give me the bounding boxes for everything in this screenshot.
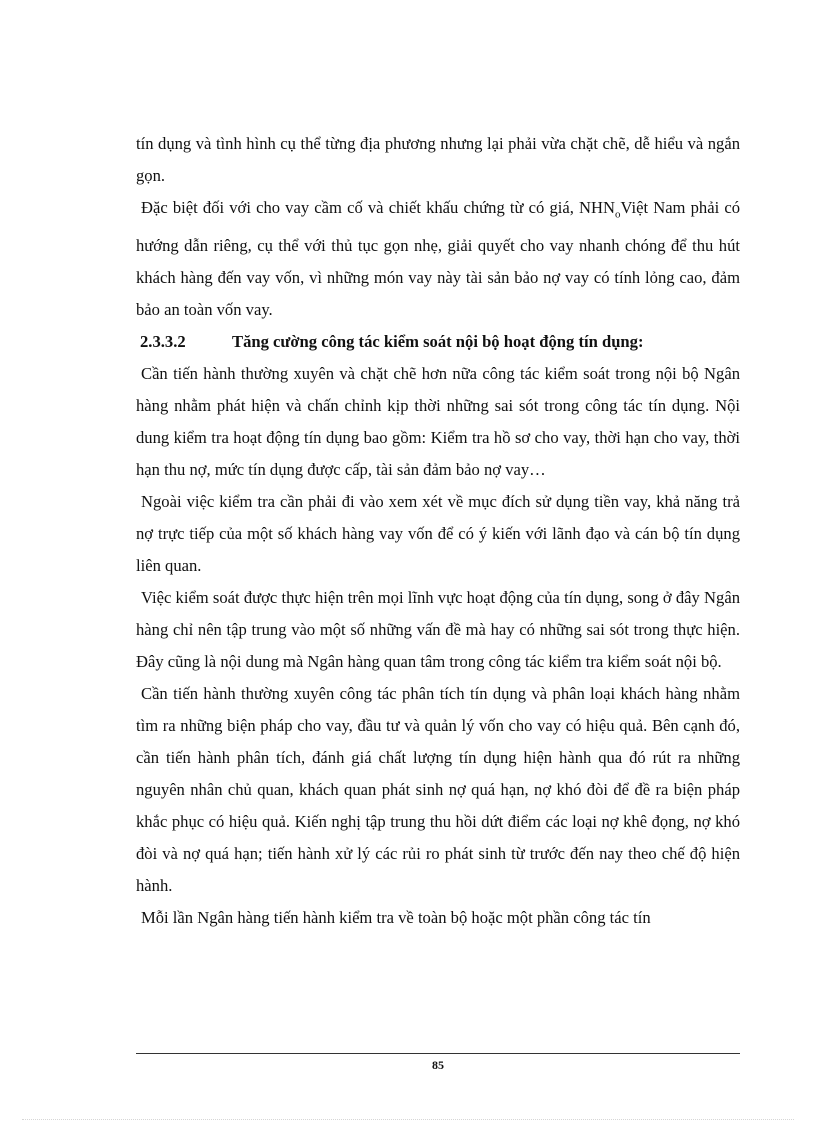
paragraph-2-part-b: Việt Nam phải có hướng dẫn riêng, cụ thể với thủ tục gọn nhẹ, giải quyết cho vay nhanh chóng để thu hút khách hàng đến vay vốn, vì những món vay này tài sản bảo nợ vay có tính lỏng cao, đảm bảo an toàn vốn vay. (136, 198, 740, 320)
paragraph-7: Mỗi lần Ngân hàng tiến hành kiểm tra về toàn bộ hoặc một phần công tác tín (141, 908, 651, 928)
paragraph-6: Cần tiến hành thường xuyên công tác phân tích tín dụng và phân loại khách hàng nhằm tìm ra những biện pháp cho vay, đầu tư và quản lý vốn cho vay có hiệu quả. Bên cạnh đó, cần tiến hành phân tích, đánh giá chất lượng tín dụng hiện hành qua đó rút ra những nguyên nhân chủ quan, khách quan phát sinh nợ quá hạn, nợ khó đòi để đề ra biện pháp khắc phục có hiệu quả. Kiến nghị tập trung thu hồi dứt điểm các loại nợ khê đọng, nợ khó đòi và nợ quá hạn; tiến hành xử lý các rủi ro phát sinh từ trước đến nay theo chế độ hiện hành. (136, 684, 740, 896)
section-title: Tăng cường công tác kiểm soát nội bộ hoạt động tín dụng: (232, 332, 644, 352)
section-heading (136, 326, 740, 358)
document-body (136, 128, 740, 934)
page-edge-divider (22, 1119, 794, 1120)
paragraph-2-part-a: Đặc biệt đối với cho vay cầm cố và chiết khấu chứng từ có giá, NHN (141, 198, 615, 217)
paragraph-3: Cần tiến hành thường xuyên và chặt chẽ hơn nữa công tác kiểm soát trong nội bộ Ngân hàng nhằm phát hiện và chấn chỉnh kịp thời những sai sót trong công tác tín dụng. Nội dung kiểm tra hoạt động tín dụng bao gồm: Kiểm tra hồ sơ cho vay, thời hạn cho vay, thời hạn thu nợ, mức tín dụng được cấp, tài sản đảm bảo nợ vay… (136, 364, 740, 480)
footer-divider (136, 1053, 740, 1054)
paragraph-2 (136, 192, 740, 326)
section-number: 2.3.3.2 (140, 332, 186, 352)
paragraph-1: tín dụng và tình hình cụ thể từng địa phương nhưng lại phải vừa chặt chẽ, dễ hiểu và ngắn gọn. (136, 134, 740, 185)
page-number: 85 (432, 1058, 444, 1072)
paragraph-2-subscript: o (614, 208, 621, 221)
paragraph-5: Việc kiểm soát được thực hiện trên mọi lĩnh vực hoạt động của tín dụng, song ở đây Ngân hàng chỉ nên tập trung vào một số những vấn đề mà hay có những sai sót trong thực hiện. Đây cũng là nội dung mà Ngân hàng quan tâm trong công tác kiểm tra kiểm soát nội bộ. (136, 588, 740, 672)
paragraph-4: Ngoài việc kiểm tra cần phải đi vào xem xét về mục đích sử dụng tiền vay, khả năng trả nợ trực tiếp của một số khách hàng vay vốn để có ý kiến với lãnh đạo và cán bộ tín dụng liên quan. (136, 492, 740, 576)
